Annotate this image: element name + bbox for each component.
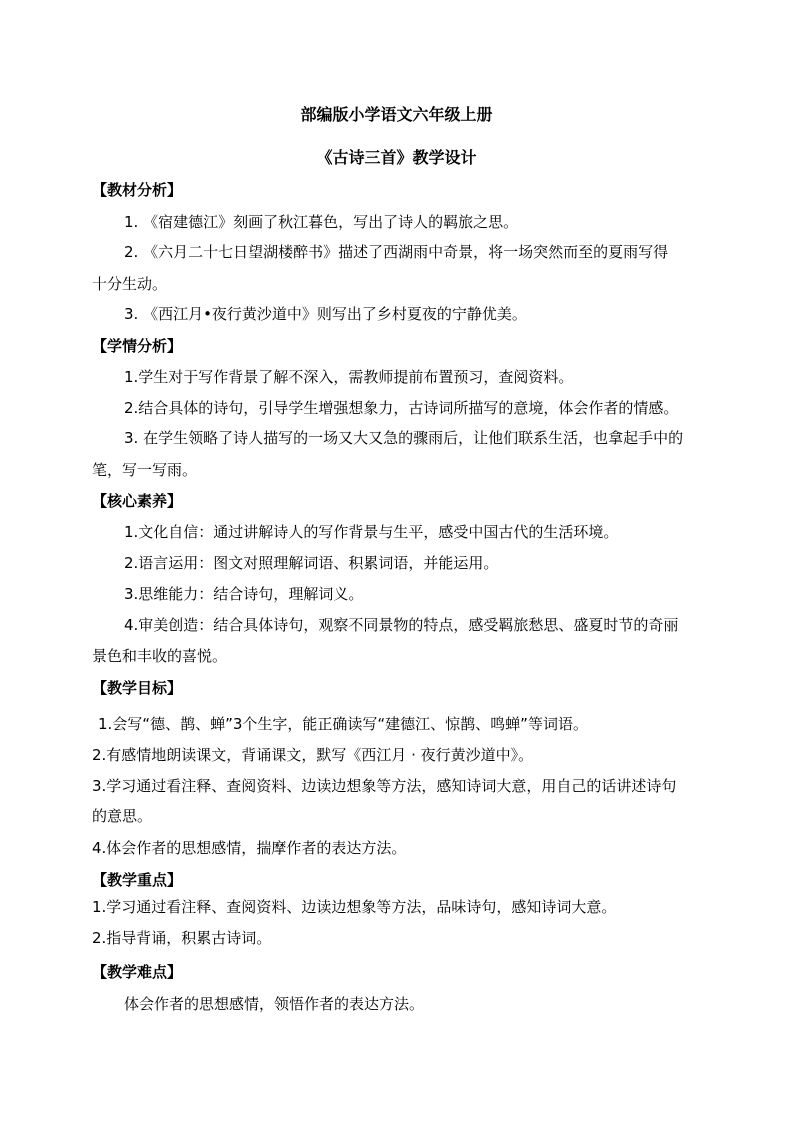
material-item: 2. 《六月二十七日望湖楼醉书》描述了西湖雨中奇景，将一场突然而至的夏雨写得	[124, 243, 669, 261]
document-subtitle: 《古诗三首》教学设计	[316, 148, 477, 167]
section-heading-students: 【学情分析】	[92, 337, 183, 355]
document-title: 部编版小学语文六年级上册	[300, 105, 493, 124]
students-item: 笔，写一写雨。	[92, 461, 198, 479]
literacy-item: 3.思维能力：结合诗句，理解词义。	[124, 585, 364, 603]
section-heading-goals: 【教学目标】	[92, 679, 183, 697]
literacy-item: 2.语言运用：图文对照理解词语、积累词语，并能运用。	[124, 554, 499, 572]
keypoints-item: 2.指导背诵，积累古诗词。	[92, 929, 272, 947]
goals-item: 4.体会作者的思想感情，揣摩作者的表达方法。	[92, 839, 407, 857]
students-item: 3. 在学生领略了诗人描写的一场又大又急的骤雨后，让他们联系生活，也拿起手中的	[124, 429, 684, 447]
section-heading-literacy: 【核心素养】	[92, 492, 183, 510]
material-item: 1. 《宿建德江》刻画了秋江暮色，写出了诗人的羁旅之思。	[124, 213, 519, 231]
goals-item: 的意思。	[92, 807, 153, 825]
goals-item: 2.有感情地朗读课文，背诵课文，默写《西江月 · 夜行黄沙道中》。	[92, 746, 534, 764]
students-item: 2.结合具体的诗句，引导学生增强想象力，古诗词所描写的意境，体会作者的情感。	[124, 399, 679, 417]
goals-item: 3.学习通过看注释、查阅资料、边读边想象等方法，感知诗词大意，用自己的话讲述诗句	[92, 777, 677, 795]
literacy-item: 景色和丰收的喜悦。	[92, 647, 228, 665]
literacy-item: 4.审美创造：结合具体诗句，观察不同景物的特点，感受羁旅愁思、盛夏时节的奇丽	[124, 616, 679, 634]
material-item: 十分生动。	[92, 275, 168, 293]
material-item: 3. 《西江月•夜行黄沙道中》则写出了乡村夏夜的宁静优美。	[124, 305, 527, 323]
section-heading-keypoints: 【教学重点】	[92, 871, 183, 889]
difficulties-item: 体会作者的思想感情，领悟作者的表达方法。	[124, 995, 425, 1013]
goals-item: 1.会写“德、鹊、蝉”3个生字，能正确读写“建德江、惊鹊、鸣蝉”等词语。	[98, 715, 588, 733]
section-heading-difficulties: 【教学难点】	[92, 963, 183, 981]
keypoints-item: 1.学习通过看注释、查阅资料、边读边想象等方法，品味诗句，感知诗词大意。	[92, 898, 617, 916]
students-item: 1.学生对于写作背景了解不深入，需教师提前布置预习，查阅资料。	[124, 368, 574, 386]
section-heading-material: 【教材分析】	[92, 181, 183, 199]
literacy-item: 1.文化自信：通过讲解诗人的写作背景与生平，感受中国古代的生活环境。	[124, 523, 619, 541]
